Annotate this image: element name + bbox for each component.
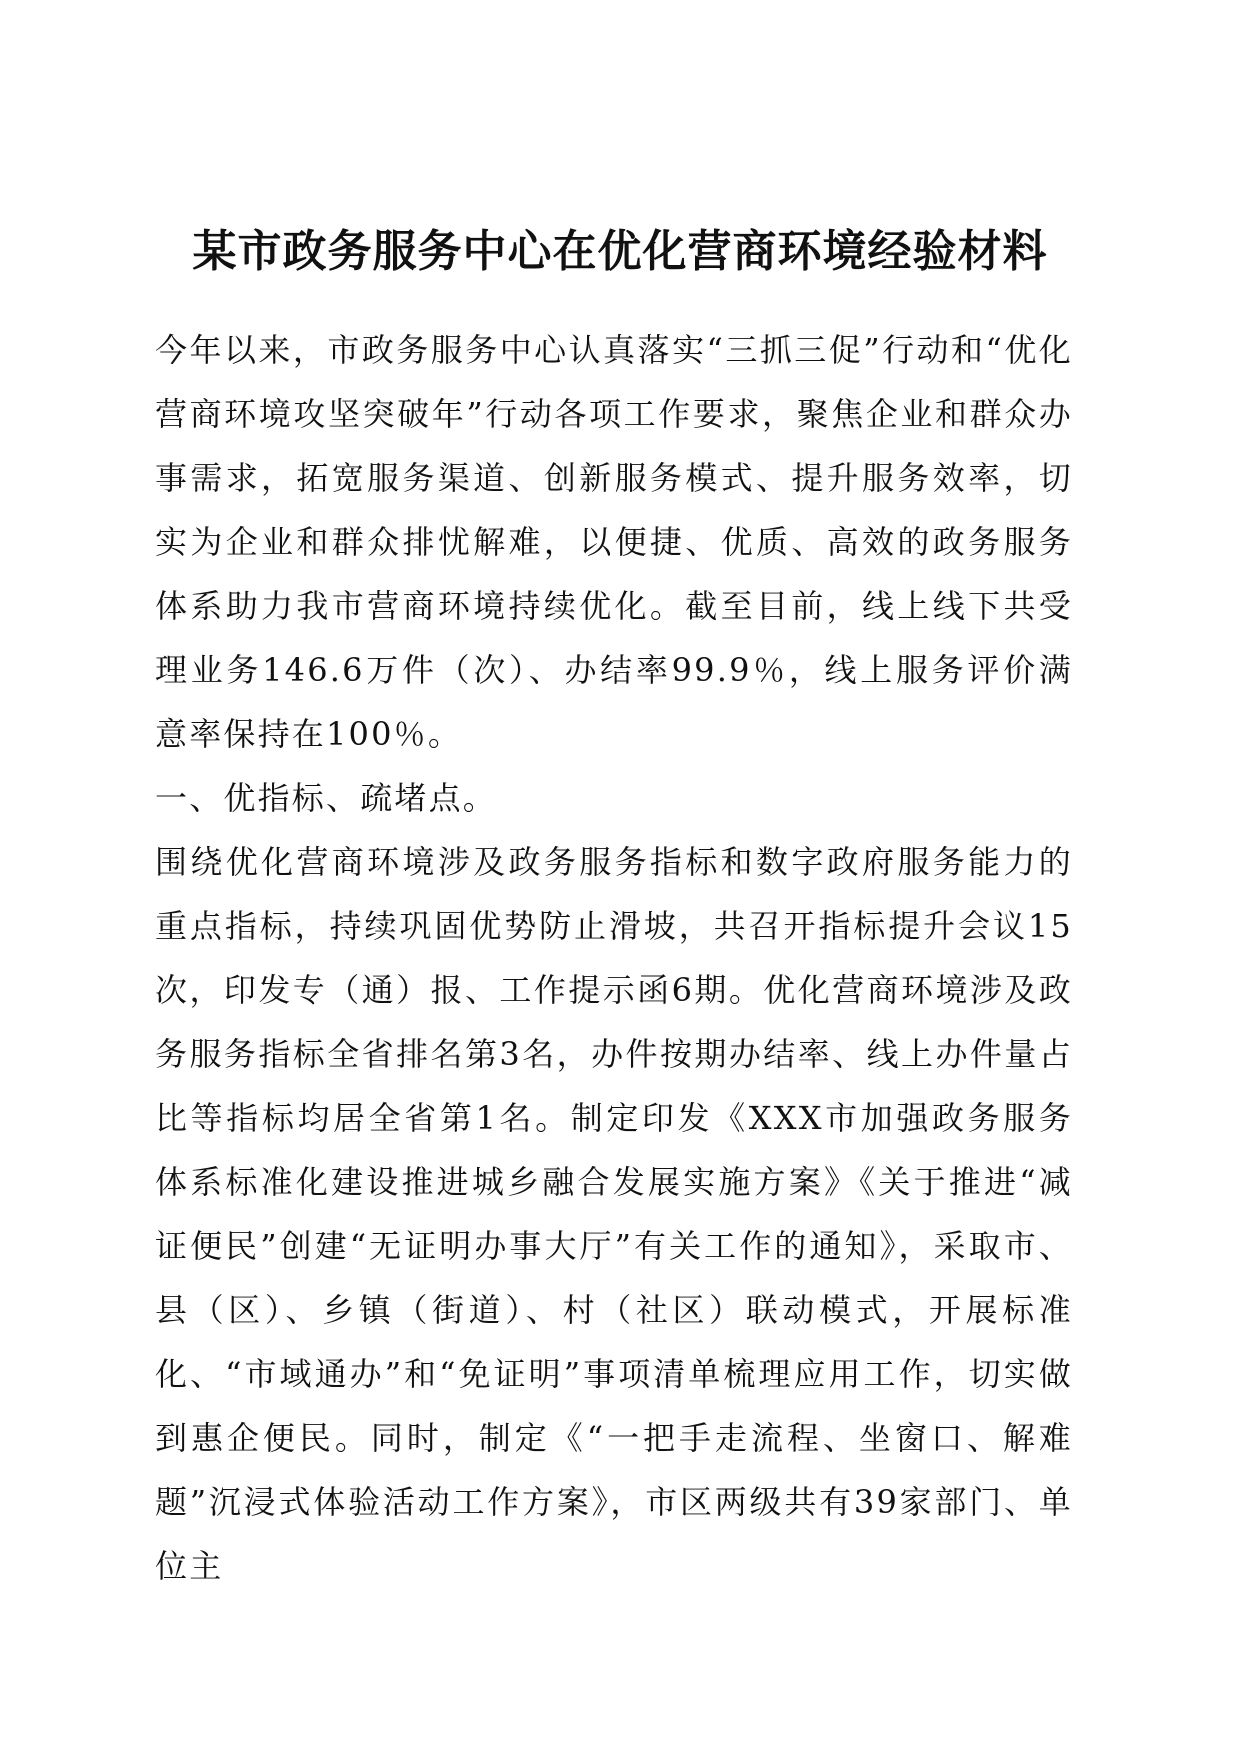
document-title: 某市政务服务中心在优化营商环境经验材料 (192, 226, 1048, 277)
section-1-paragraph: 围绕优化营商环境涉及政务服务指标和数字政府服务能力的重点指标，持续巩固优势防止滑坡，共召开指标提升会议15次，印发专（通）报、工作提示函6期。优化营商环境涉及政务服务指标全省排名第3名，办件按期办结率、线上办件量占比等指标均居全省第1名。制定印发《XXX市加强政务服务体系标准化建设推进城乡融合发展实施方案》《关于推进“减证便民”创建“无证明办事大厅”有关工作的通知》，采取市、县（区）、乡镇（街道）、村（社区）联动模式，开展标准化、“市域通办”和“免证明”事项清单梳理应用工作，切实做到惠企便民。同时，制定《“一把手走流程、坐窗口、解难题”沉浸式体验活动工作方案》，市区两级共有39家部门、单位主 (155, 843, 1073, 1585)
intro-paragraph: 今年以来，市政务服务中心认真落实“三抓三促”行动和“优化营商环境攻坚突破年”行动各项工作要求，聚焦企业和群众办事需求，拓宽服务渠道、创新服务模式、提升服务效率，切实为企业和群众排忧解难，以便捷、优质、高效的政务服务体系助力我市营商环境持续优化。截至目前，线上线下共受理业务146.6万件（次）、办结率99.9％，线上服务评价满意率保持在100％。 (155, 331, 1073, 753)
section-1-heading: 一、优指标、疏堵点。 (155, 779, 498, 817)
document-body (155, 318, 1073, 1598)
